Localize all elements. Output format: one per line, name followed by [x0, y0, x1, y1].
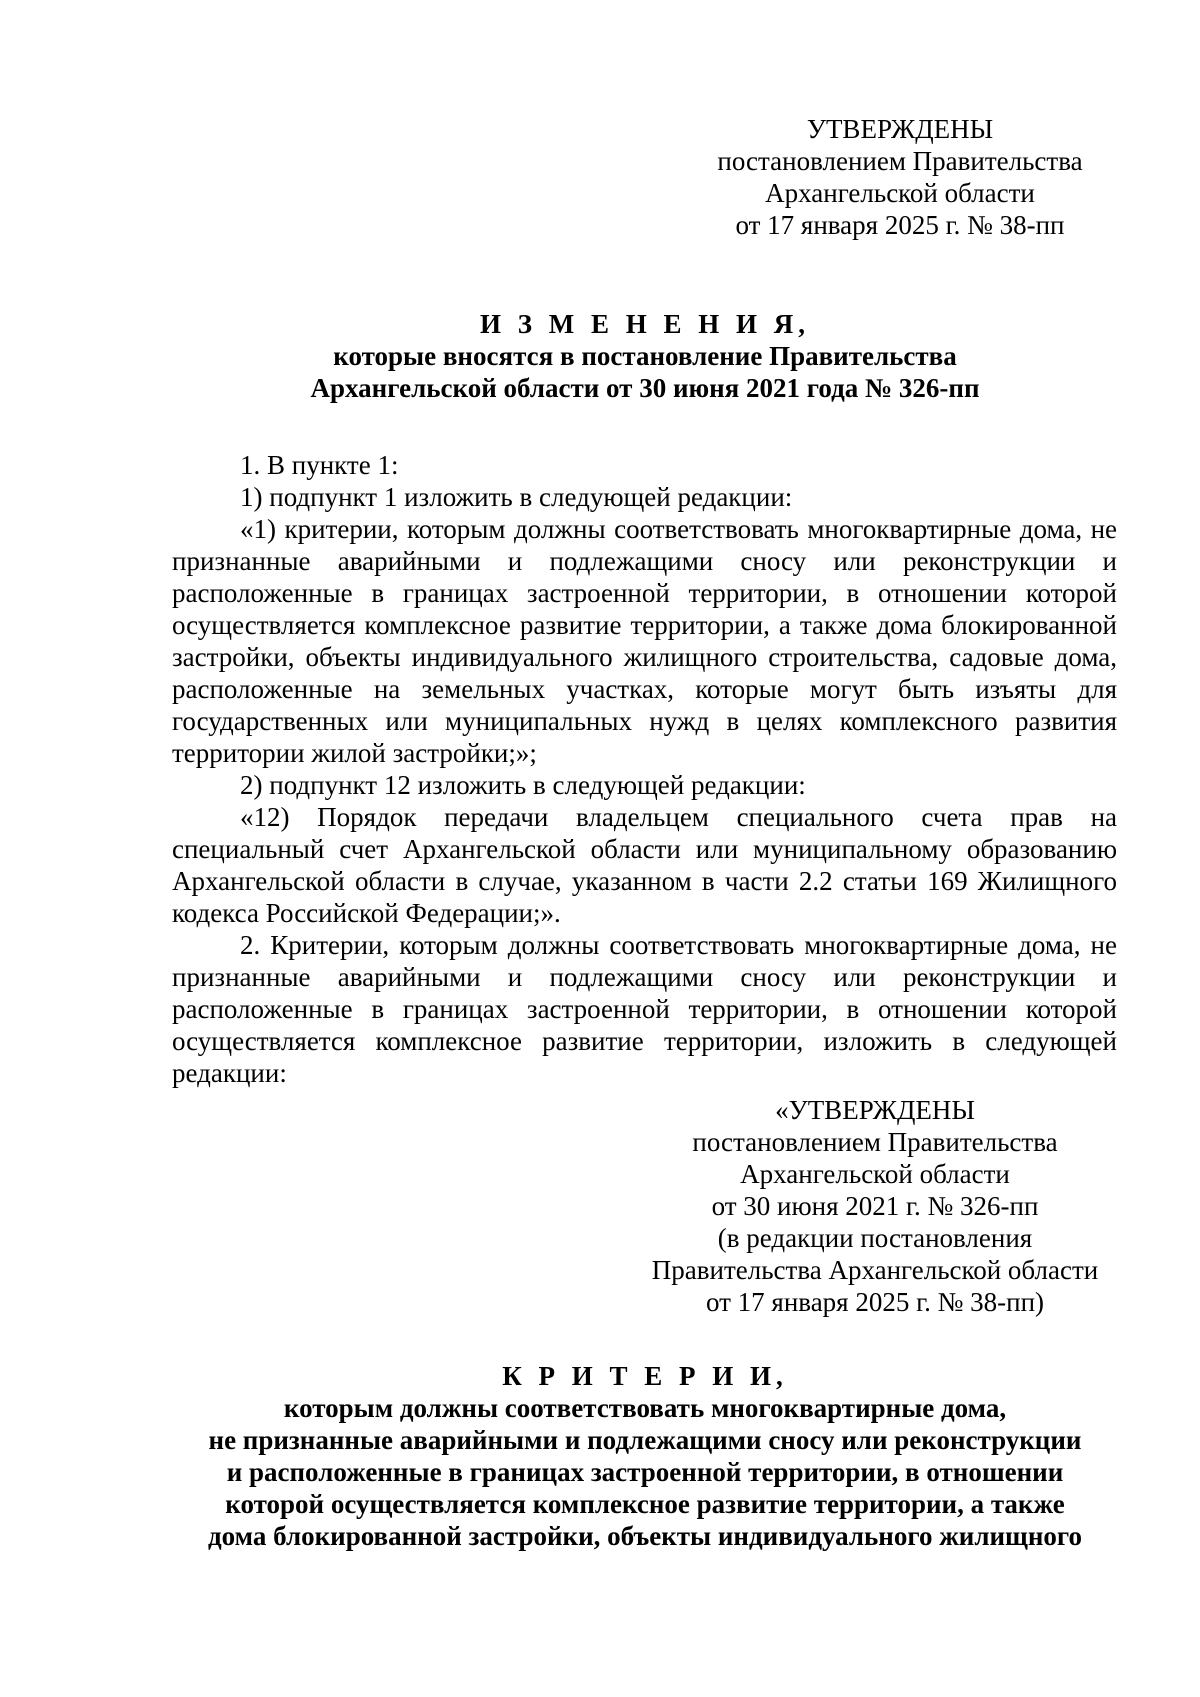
approval-stamp-inner — [630, 1094, 1120, 1318]
changes-subtitle-line: которые вносятся в постановление Правительства — [333, 341, 957, 371]
criteria-title: К Р И Т Е Р И И, — [502, 1361, 788, 1391]
paragraph: «12) Порядок передачи владельцем специального счета прав на специальный счет Архангельской области или муниципальному образованию Архангельской области в случае, указанном в части 2.2 статьи 169 Жилищного кодекса Российской Федерации;». — [172, 802, 1117, 928]
approval-line: Правительства Архангельской области — [651, 1255, 1099, 1285]
approval-line: «УТВЕРЖДЕНЫ — [775, 1095, 975, 1125]
criteria-subtitle-line: дома блокированной застройки, объекты индивидуального жилищного — [208, 1521, 1082, 1551]
paragraph: 1. В пункте 1: — [240, 450, 399, 480]
approval-line: постановлением Правительства — [717, 146, 1083, 176]
criteria-heading — [170, 1360, 1120, 1552]
document-body — [172, 449, 1117, 1089]
criteria-subtitle-line: которой осуществляется комплексное развитие территории, а также — [225, 1489, 1065, 1519]
paragraph: 2) подпункт 12 изложить в следующей редакции: — [240, 770, 806, 800]
changes-title: И З М Е Н Е Н И Я, — [479, 309, 810, 339]
approval-line: от 17 января 2025 г. № 38-пп) — [705, 1287, 1045, 1317]
paragraph: «1) критерии, которым должны соответствовать многоквартирные дома, не признанные аварийными и подлежащими сносу или реконструкции и расположенные в границах застроенной территории, в отношении которой осуществляется комплексное развитие территории, а также дома блокированной застройки, объекты индивидуального жилищного строительства, садовые дома, расположенные на земельных участках, которые могут быть изъяты для государственных или муниципальных нужд в целях комплексного развития территории жилой застройки;»; — [172, 514, 1117, 768]
approval-line: от 30 июня 2021 г. № 326-пп — [711, 1191, 1039, 1221]
changes-subtitle-line: Архангельской области от 30 июня 2021 года № 326-пп — [310, 373, 980, 403]
criteria-subtitle-line: которым должны соответствовать многоквартирные дома, — [283, 1393, 1007, 1423]
approval-line: УТВЕРЖДЕНЫ — [806, 114, 994, 144]
approval-line: Архангельской области — [740, 1159, 1010, 1189]
changes-heading — [170, 308, 1120, 404]
criteria-subtitle-line: и расположенные в границах застроенной территории, в отношении — [226, 1457, 1064, 1487]
approval-line: Архангельской области — [765, 178, 1035, 208]
paragraph: 1) подпункт 1 изложить в следующей редакции: — [240, 482, 793, 512]
paragraph: 2. Критерии, которым должны соответствовать многоквартирные дома, не признанные аварийными и подлежащими сносу или реконструкции и расположенные в границах застроенной территории, в отношении которой осуществляется комплексное развитие территории, изложить в следующей редакции: — [172, 930, 1117, 1088]
criteria-subtitle-line: не признанные аварийными и подлежащими сносу или реконструкции — [208, 1425, 1082, 1455]
approval-line: (в редакции постановления — [717, 1223, 1033, 1253]
approval-stamp-top — [700, 113, 1100, 241]
approval-line: от 17 января 2025 г. № 38-пп — [735, 210, 1065, 240]
approval-line: постановлением Правительства — [692, 1127, 1058, 1157]
